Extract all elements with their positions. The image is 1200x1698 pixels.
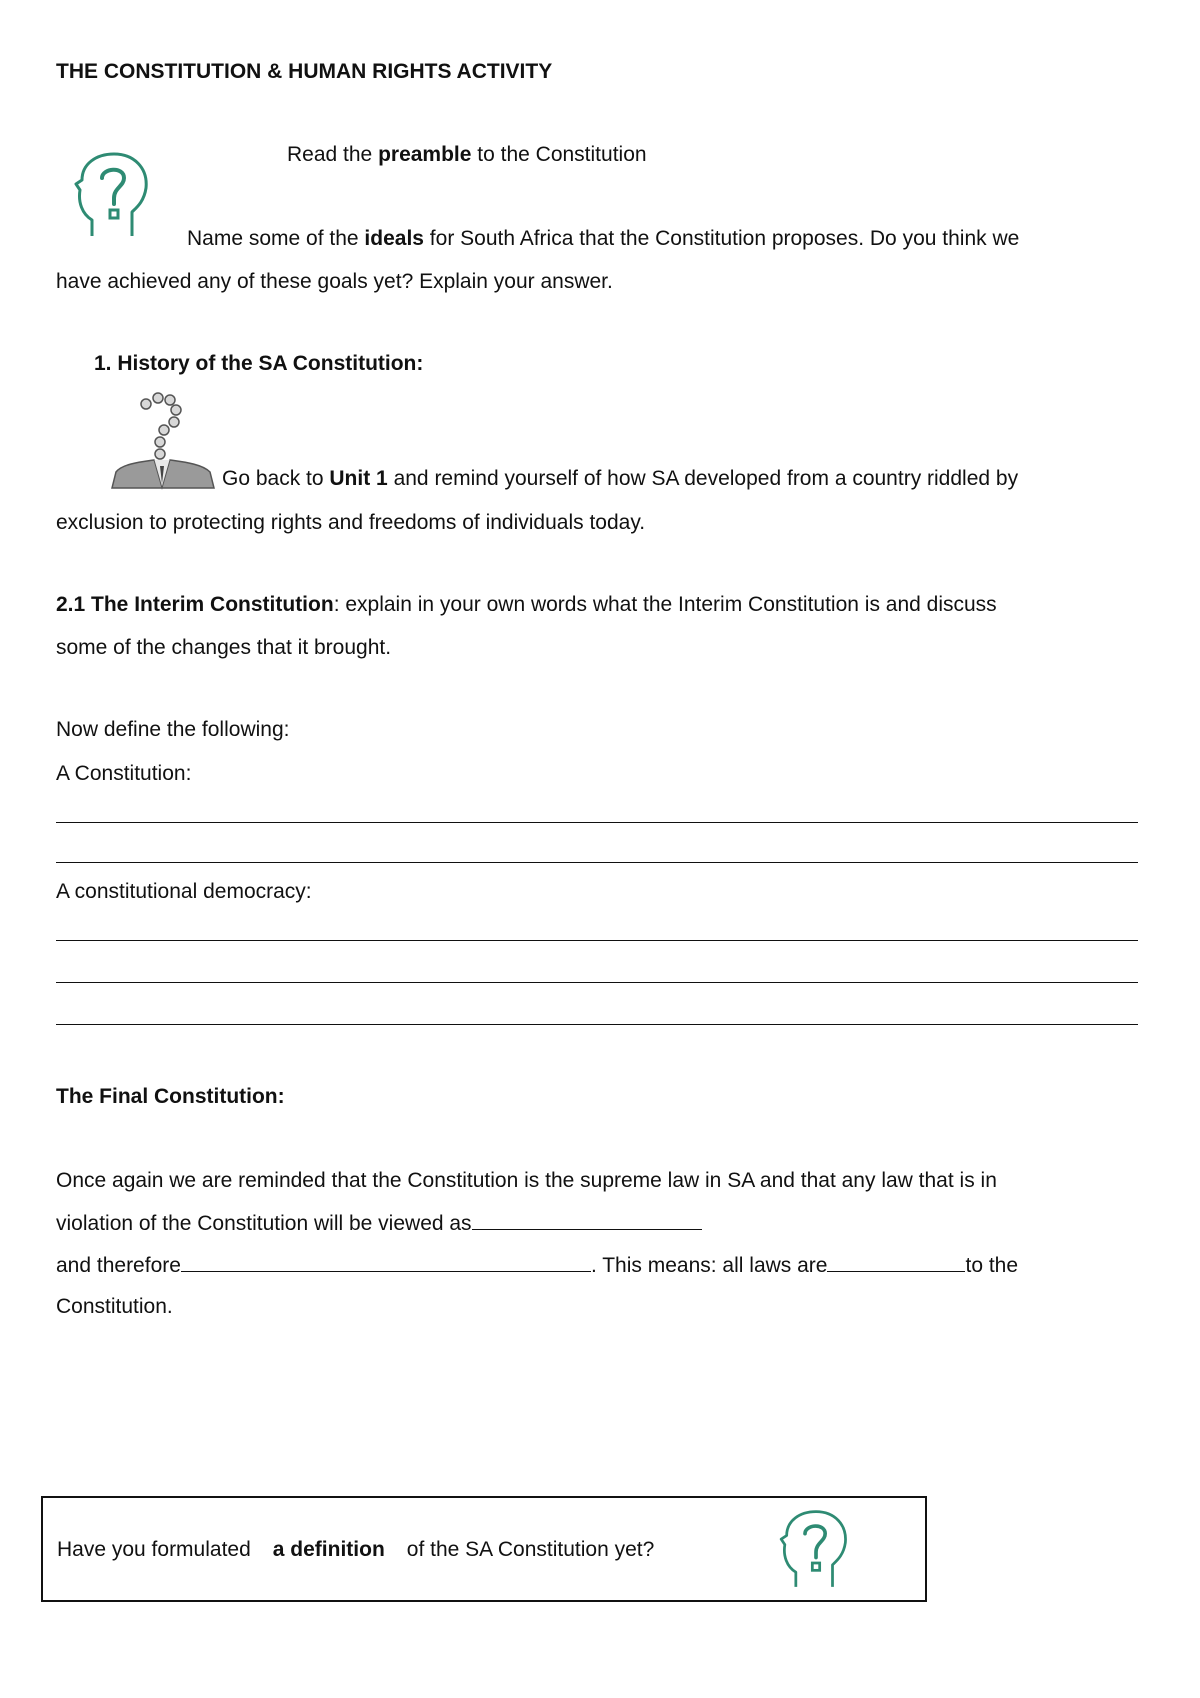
democracy-label: A constitutional democracy:	[56, 880, 312, 903]
final-text-line3: and therefore . This means: all laws are to the	[56, 1254, 1019, 1277]
head-question-icon	[74, 150, 154, 246]
page-title: THE CONSTITUTION & HUMAN RIGHTS ACTIVITY	[56, 60, 553, 83]
interim-text: 2.1 The Interim Constitution: explain in your own words what the Interim Constitution is and discuss	[56, 593, 997, 616]
answer-line[interactable]	[56, 1024, 1138, 1025]
ideals-text-line2: have achieved any of these goals yet? Explain your answer.	[56, 270, 613, 293]
final-text-line1: Once again we are reminded that the Constitution is the supreme law in SA and that any law that is in	[56, 1169, 997, 1192]
final-text-line2: violation of the Constitution will be viewed as	[56, 1211, 702, 1236]
unit1-text: Go back to Unit 1 and remind yourself of how SA developed from a country riddled by	[222, 467, 1019, 490]
interim-text-line2: some of the changes that it brought.	[56, 636, 392, 659]
thinking-person-icon	[110, 392, 222, 490]
constitution-label: A Constitution:	[56, 762, 192, 785]
fill-blank[interactable]	[472, 1211, 702, 1230]
history-heading: 1. History of the SA Constitution:	[94, 352, 424, 375]
ideals-text: Name some of the ideals for South Africa that the Constitution proposes. Do you think we	[187, 227, 1020, 250]
fill-blank[interactable]	[827, 1253, 965, 1272]
answer-line[interactable]	[56, 822, 1138, 823]
preamble-text: Read the preamble to the Constitution	[287, 143, 647, 166]
answer-line[interactable]	[56, 862, 1138, 863]
answer-line[interactable]	[56, 982, 1138, 983]
define-intro: Now define the following:	[56, 718, 290, 741]
answer-line[interactable]	[56, 940, 1138, 941]
final-text-line4: Constitution.	[56, 1295, 173, 1318]
head-question-icon	[779, 1508, 853, 1596]
unit1-text-line2: exclusion to protecting rights and freedoms of individuals today.	[56, 511, 646, 534]
reminder-text: Have you formulated a definition of the SA Constitution yet?	[57, 1538, 655, 1561]
reminder-box	[41, 1496, 927, 1602]
fill-blank[interactable]	[181, 1253, 591, 1272]
final-heading: The Final Constitution:	[56, 1085, 285, 1108]
